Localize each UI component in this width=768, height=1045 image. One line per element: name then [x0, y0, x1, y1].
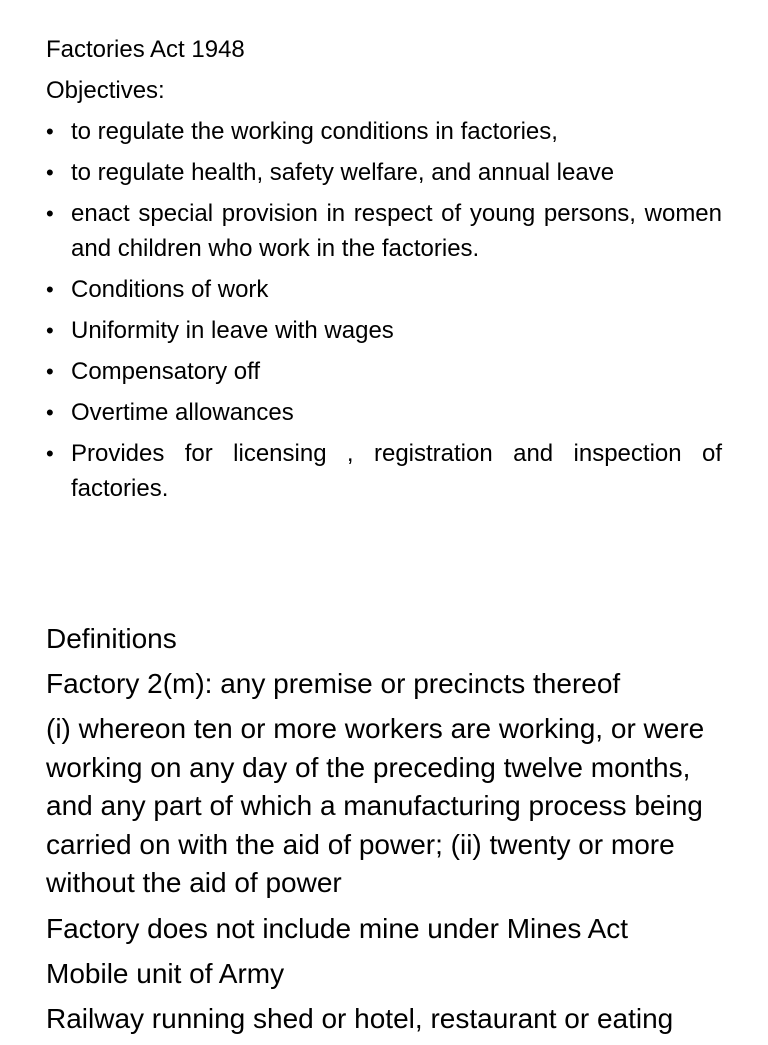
list-item-text: to regulate health, safety welfare, and annual leave: [71, 159, 615, 186]
bullet-icon: •: [46, 441, 54, 466]
bullet-icon: •: [46, 359, 54, 384]
list-item: [46, 395, 722, 430]
list-item-text: enact special provision in respect of young persons, women and children who work in the factories.: [71, 200, 722, 262]
definitions-heading: Definitions: [46, 623, 177, 654]
list-item-text: Conditions of work: [71, 276, 269, 303]
list-item: [46, 272, 722, 307]
objectives-list: [46, 114, 722, 506]
list-item-text: Uniformity in leave with wages: [71, 317, 394, 344]
bullet-icon: •: [46, 160, 54, 185]
objectives-section: [46, 32, 722, 512]
bullet-icon: •: [46, 201, 54, 226]
list-item-text: Overtime allowances: [71, 399, 294, 426]
list-item: [46, 114, 722, 149]
list-item: [46, 313, 722, 348]
railway-exclusion: Railway running shed or hotel, restaurant or eating: [46, 1002, 674, 1034]
document-title: Factories Act 1948: [46, 36, 245, 63]
objectives-heading: Objectives:: [46, 77, 165, 104]
list-item-text: Compensatory off: [71, 358, 260, 385]
list-item: [46, 155, 722, 190]
list-item: [46, 354, 722, 389]
factory-definition: Factory 2(m): any premise or precincts thereof: [46, 668, 621, 699]
bullet-icon: •: [46, 318, 54, 343]
mines-exclusion: Factory does not include mine under Mines Act: [46, 912, 629, 944]
definitions-section: [46, 620, 726, 1045]
bullet-icon: •: [46, 119, 54, 144]
list-item: [46, 196, 722, 266]
army-mobile-unit: Mobile unit of Army: [46, 957, 285, 989]
list-item: [46, 436, 722, 506]
list-item-text: to regulate the working conditions in factories,: [71, 118, 558, 145]
bullet-icon: •: [46, 400, 54, 425]
factory-clause: (i) whereon ten or more workers are working, or were working on any day of the preceding twelve months, and any part of which a manufacturing process being carried on with the aid of power; (ii) twenty or more without the aid of power: [46, 713, 705, 898]
list-item-text: Provides for licensing , registration and inspection of factories.: [71, 440, 722, 502]
bullet-icon: •: [46, 277, 54, 302]
